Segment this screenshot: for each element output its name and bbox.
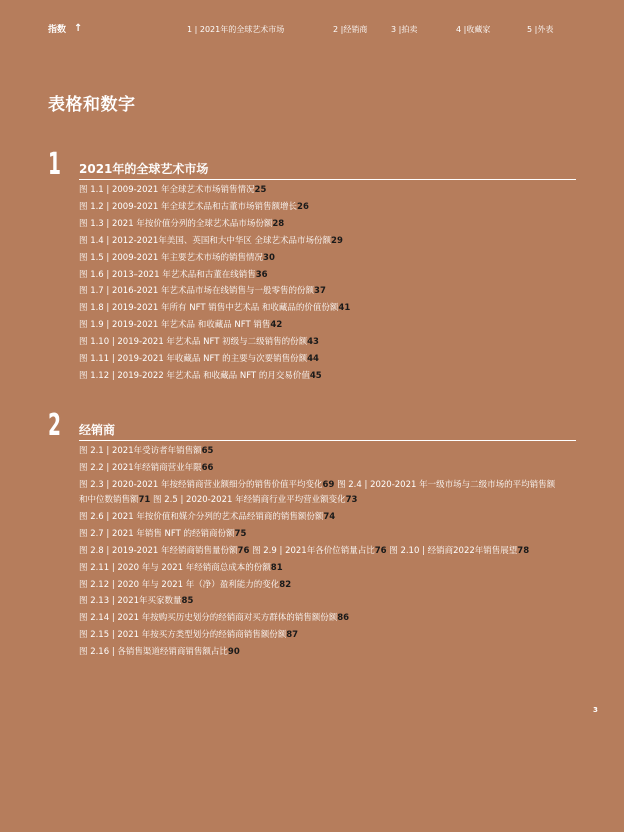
figure-link[interactable]	[79, 351, 559, 368]
figure-page-number: 29	[331, 235, 343, 246]
figure-caption: 图 2.9 | 2021年各价位销量占比	[249, 545, 375, 556]
figure-link[interactable]	[79, 610, 559, 627]
section-1-entries	[79, 182, 559, 385]
figure-link[interactable]	[79, 267, 559, 284]
figure-page-number: 73	[345, 494, 358, 505]
nav-home-label: 指数	[48, 25, 67, 35]
figure-link[interactable]	[79, 526, 559, 543]
figure-caption: 图 1.1 | 2009-2021 年全球艺术市场销售情况	[79, 185, 255, 195]
nav-item-global-market[interactable]: 1 | 2021年的全球艺术市场	[187, 25, 285, 34]
figure-link[interactable]	[79, 334, 559, 351]
figure-caption: 图 1.2 | 2009-2021 年全球艺术品和古董市场销售额增长	[79, 201, 298, 212]
figure-page-number: 30	[263, 252, 275, 263]
figure-link[interactable]	[79, 593, 559, 610]
figure-page-number: 82	[279, 579, 292, 590]
figure-page-number: 65	[201, 446, 214, 456]
nav-home-link[interactable]	[48, 22, 82, 35]
figure-caption: 图 2.6 | 2021 年按价值和媒介分列的艺术品经销商的销售额份额	[79, 511, 324, 522]
figure-page-number: 37	[314, 286, 326, 297]
figure-page-number: 69	[322, 479, 335, 490]
section-2-entries	[79, 443, 559, 661]
figure-caption: 图 1.4 | 2012-2021年美国、英国和大中华区 全球艺术品市场份额	[79, 235, 332, 246]
figure-page-number: 45	[309, 370, 322, 381]
figure-page-number: 90	[227, 647, 240, 658]
top-navigation	[0, 22, 624, 42]
nav-item-appendix[interactable]: 5 |外表	[527, 25, 554, 34]
nav-item-dealers[interactable]: 2 |经销商	[333, 25, 368, 34]
figure-page-number: 76	[374, 545, 387, 556]
figure-caption: 图 2.5 | 2020-2021 年经销商行业平均营业额变化	[150, 494, 346, 505]
figure-link[interactable]	[79, 317, 559, 334]
figure-page-number: 26	[297, 201, 309, 212]
section-1	[48, 147, 576, 390]
figure-page-number: 41	[338, 303, 351, 314]
figure-caption: 图 2.12 | 2020 年与 2021 年（净）盈利能力的变化	[79, 579, 280, 590]
figure-caption: 图 1.9 | 2019-2021 年艺术品 和收藏品 NFT 销售	[79, 320, 271, 331]
figure-link[interactable]	[79, 368, 559, 385]
nav-item-auctions[interactable]: 3 |拍卖	[391, 25, 418, 34]
figure-page-number: 43	[307, 337, 319, 348]
figure-page-number: 85	[181, 596, 194, 607]
figure-link[interactable]	[79, 182, 559, 199]
figure-link[interactable]	[79, 443, 559, 460]
figure-caption: 图 2.8 | 2019-2021 年经销商销售量份额	[79, 545, 238, 556]
figure-caption: 图 2.10 | 经销商2022年销售展望	[386, 545, 518, 556]
figure-caption: 图 2.15 | 2021 年按买方类型划分的经销商销售额份额	[79, 630, 287, 641]
figure-link[interactable]	[79, 199, 559, 216]
figure-caption: 图 2.14 | 2021 年按购买历史划分的经销商对买方群体的销售额份额	[79, 613, 338, 624]
section-number: 2	[48, 408, 61, 443]
figure-caption: 图 1.6 | 2013–2021 年艺术品和古董在线销售	[79, 269, 256, 280]
figure-caption: 图 2.3 | 2020-2021 年按经销商营业额细分的销售价值平均变化	[79, 479, 323, 490]
figure-page-number: 76	[237, 545, 250, 556]
figure-page-number: 78	[517, 545, 530, 556]
figure-caption: 图 2.13 | 2021年买家数量	[79, 596, 182, 607]
page-title: 表格和数字	[48, 95, 136, 115]
nav-item-collectors[interactable]: 4 |收藏家	[456, 25, 491, 34]
figure-link[interactable]	[79, 216, 559, 233]
figure-page-number: 81	[270, 562, 283, 573]
figure-caption: 图 2.4 | 2020-2021 年一级市场与二级市场的平均销售额和中位数销售额	[79, 479, 556, 505]
figure-page-number: 71	[138, 494, 151, 505]
figure-caption: 图 1.11 | 2019-2021 年收藏品 NFT 的主要与次要销售份额	[79, 354, 308, 365]
figure-caption: 图 2.1 | 2021年受访者年销售额	[79, 446, 202, 456]
figure-caption: 图 2.16 | 各销售渠道经销商销售额占比	[79, 647, 228, 658]
figure-page-number: 87	[286, 630, 299, 641]
page-number: 3	[593, 706, 598, 714]
section-2	[48, 408, 576, 701]
figure-page-number: 28	[272, 218, 285, 229]
figure-link[interactable]	[79, 250, 559, 267]
figure-link[interactable]	[79, 577, 559, 594]
figure-link[interactable]	[79, 460, 559, 477]
figure-caption: 图 2.2 | 2021年经销商营业年限	[79, 462, 202, 473]
figure-page-number: 66	[201, 462, 214, 473]
figure-caption: 图 1.12 | 2019-2022 年艺术品 和收藏品 NFT 的月交易价值	[79, 370, 310, 381]
arrow-up-icon: ↑	[74, 23, 83, 34]
figure-caption: 图 2.7 | 2021 年销售 NFT 的经销商份额	[79, 528, 235, 539]
figure-link[interactable]	[79, 560, 559, 577]
figure-link[interactable]	[79, 300, 559, 317]
figure-link[interactable]	[79, 283, 559, 300]
figure-link[interactable]	[79, 627, 559, 644]
figure-page-number: 25	[254, 185, 267, 195]
figure-link[interactable]	[79, 644, 559, 661]
figure-page-number: 74	[323, 511, 336, 522]
figure-page-number: 36	[255, 269, 268, 280]
figure-link[interactable]	[79, 509, 559, 526]
section-title: 经销商	[79, 421, 576, 441]
figure-caption: 图 1.3 | 2021 年按价值分列的全球艺术品市场份额	[79, 218, 273, 229]
figure-caption: 图 1.5 | 2009-2021 年主要艺术市场的销售情况	[79, 252, 264, 263]
section-title: 2021年的全球艺术市场	[79, 160, 576, 180]
figure-link[interactable]	[79, 543, 559, 560]
figure-link[interactable]	[79, 477, 559, 509]
figure-page-number: 86	[337, 613, 350, 624]
figure-page-number: 42	[270, 320, 283, 331]
figure-page-number: 75	[234, 528, 247, 539]
figure-link[interactable]	[79, 233, 559, 250]
figure-caption: 图 2.11 | 2020 年与 2021 年经销商总成本的份额	[79, 562, 271, 573]
section-number: 1	[48, 147, 61, 182]
figure-caption: 图 1.7 | 2016-2021 年艺术品市场在线销售与一般零售的份额	[79, 286, 315, 297]
figure-page-number: 44	[307, 354, 319, 365]
figure-caption: 图 1.8 | 2019-2021 年所有 NFT 销售中艺术品 和收藏品的价值份额	[79, 303, 339, 314]
figure-caption: 图 1.10 | 2019-2021 年艺术品 NFT 初级与二级销售的份额	[79, 337, 308, 348]
